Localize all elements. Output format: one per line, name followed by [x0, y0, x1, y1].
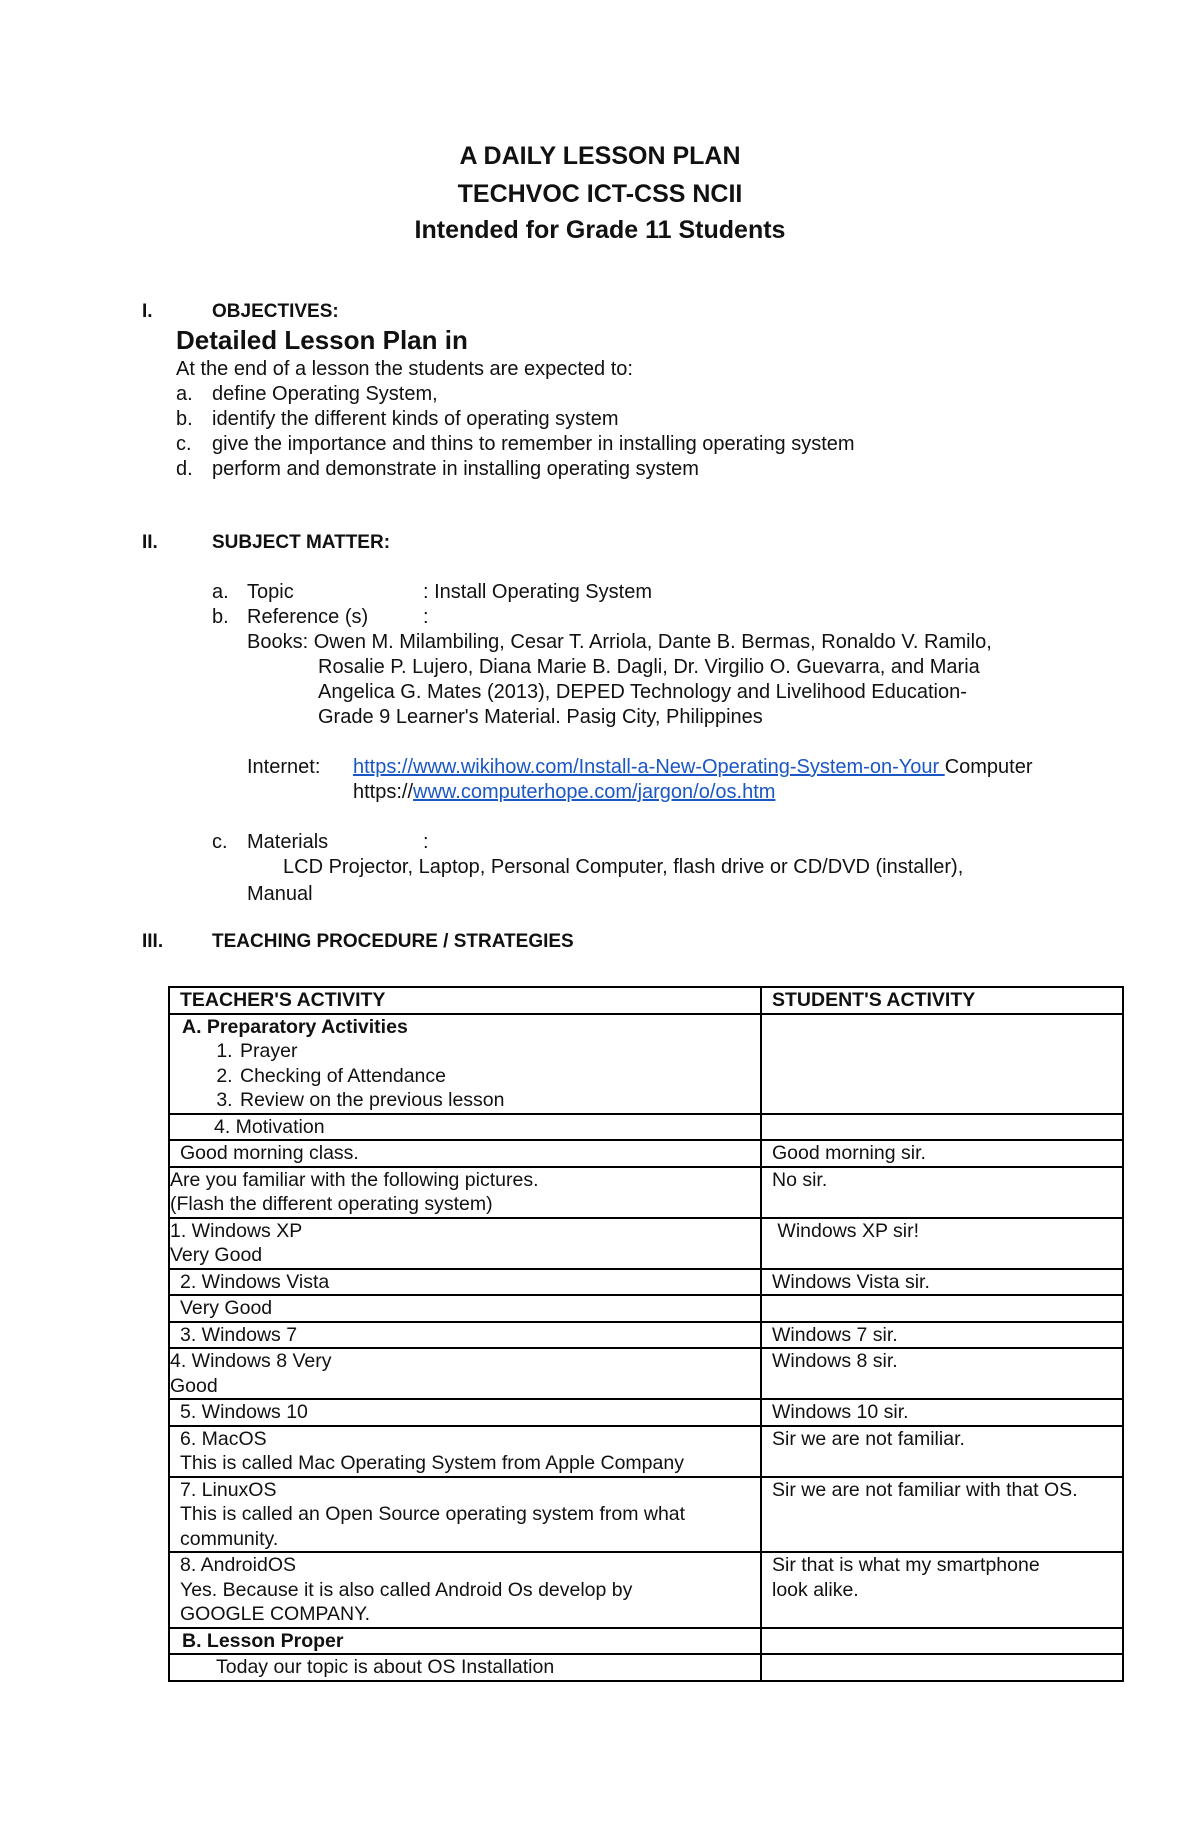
student-cell [761, 1628, 1123, 1655]
materials-marker: c. [212, 831, 228, 853]
teacher-cell: 5. Windows 10 [169, 1399, 761, 1426]
table-row [169, 1654, 1123, 1681]
books-line: Books: Owen M. Milambiling, Cesar T. Arriola, Dante B. Bermas, Ronaldo V. Ramilo, [247, 631, 992, 653]
student-cell [761, 1552, 1123, 1628]
materials-colon: : [423, 831, 429, 853]
cell-line: community. [180, 1527, 279, 1550]
table-row [169, 1477, 1123, 1553]
cell-line: Good [170, 1374, 218, 1397]
activity-table [168, 986, 1124, 1682]
cell-line: 6. MacOS [180, 1427, 267, 1450]
list-item: 1. Prayer [238, 1039, 760, 1064]
teacher-column-header: TEACHER'S ACTIVITY [169, 987, 761, 1014]
table-row [169, 1295, 1123, 1322]
objective-marker: c. [176, 433, 192, 455]
link-prefix: https:// [353, 781, 414, 803]
procedure-heading: TEACHING PROCEDURE / STRATEGIES [212, 931, 574, 952]
teacher-cell: Today our topic is about OS Installation [169, 1654, 761, 1681]
table-row [169, 1269, 1123, 1296]
link-tail: Computer [944, 756, 1033, 778]
cell-line: 8. AndroidOS [180, 1554, 296, 1576]
reference-colon: : [423, 606, 429, 628]
cell-line: Are you familiar with the following pictures. [170, 1168, 539, 1191]
table-row [169, 1114, 1123, 1141]
table-row [169, 1348, 1123, 1399]
books-line: Angelica G. Mates (2013), DEPED Technology and Livelihood Education- [318, 681, 967, 703]
cell-line: This is called Mac Operating System from Apple Company [180, 1452, 684, 1474]
teacher-cell [169, 1014, 761, 1114]
cell-line: 1. Windows XP [170, 1219, 303, 1242]
reference-marker: b. [212, 606, 229, 628]
table-row [169, 1399, 1123, 1426]
objective-marker: b. [176, 408, 193, 430]
teacher-cell: 3. Windows 7 [169, 1322, 761, 1349]
student-cell: Windows Vista sir. [761, 1269, 1123, 1296]
topic-marker: a. [212, 581, 229, 603]
books-line: Grade 9 Learner's Material. Pasig City, Philippines [318, 706, 763, 728]
topic-value: : Install Operating System [423, 581, 652, 603]
internet-label: Internet: [247, 756, 321, 778]
list-item: 3. Review on the previous lesson [238, 1088, 760, 1113]
prep-list [180, 1039, 760, 1113]
table-row [169, 1552, 1123, 1628]
cell-line: look alike. [772, 1578, 859, 1601]
teacher-cell [169, 1552, 761, 1628]
section-numeral: III. [142, 931, 164, 952]
teacher-cell: 4. Motivation [169, 1114, 761, 1141]
cell-line: Sir that is what my smartphone [772, 1554, 1040, 1576]
table-row [169, 1140, 1123, 1167]
cell-line: 7. LinuxOS [180, 1478, 277, 1501]
objectives-intro: At the end of a lesson the students are expected to: [176, 358, 633, 380]
section-numeral: I. [142, 301, 153, 322]
internet-line-1 [353, 756, 1033, 779]
materials-line: LCD Projector, Laptop, Personal Computer, flash drive or CD/DVD (installer), [283, 856, 964, 878]
table-row [169, 1167, 1123, 1218]
books-line: Rosalie P. Lujero, Diana Marie B. Dagli, Dr. Virgilio O. Guevarra, and Maria [318, 656, 980, 678]
objective-item: perform and demonstrate in installing operating system [212, 458, 699, 480]
section-b-label: B. Lesson Proper [169, 1628, 761, 1655]
student-cell [761, 1295, 1123, 1322]
objective-item: define Operating System, [212, 383, 438, 405]
student-cell [761, 1014, 1123, 1114]
internet-line-2 [353, 781, 775, 804]
doc-subtitle: TECHVOC ICT-CSS NCII [457, 180, 743, 208]
teacher-cell [169, 1426, 761, 1477]
objective-item: give the importance and thins to remember in installing operating system [212, 433, 855, 455]
computerhope-link[interactable]: www.computerhope.com/jargon/o/os.htm [413, 781, 776, 803]
materials-label: Materials [247, 831, 329, 853]
teacher-cell: 2. Windows Vista [169, 1269, 761, 1296]
teacher-cell [169, 1167, 761, 1218]
cell-line: Yes. Because it is also called Android Os develop by [180, 1578, 633, 1601]
table-row [169, 1014, 1123, 1114]
cell-line: GOOGLE COMPANY. [180, 1603, 370, 1625]
teacher-cell: Good morning class. [169, 1140, 761, 1167]
objective-item: identify the different kinds of operating system [212, 408, 619, 430]
student-cell: No sir. [761, 1167, 1123, 1218]
table-header-row [169, 987, 1123, 1014]
teacher-cell [169, 1348, 761, 1399]
objective-marker: d. [176, 458, 193, 480]
cell-line: (Flash the different operating system) [170, 1193, 493, 1215]
student-cell: Sir we are not familiar. [761, 1426, 1123, 1477]
list-item: 2. Checking of Attendance [238, 1064, 760, 1089]
objective-marker: a. [176, 383, 193, 405]
table-row [169, 1218, 1123, 1269]
teacher-cell [169, 1218, 761, 1269]
student-cell: Windows XP sir! [761, 1218, 1123, 1269]
reference-label: Reference (s) [247, 606, 369, 628]
section-numeral: II. [142, 532, 158, 553]
section-a-label: A. Preparatory Activities [182, 1015, 408, 1038]
cell-line: This is called an Open Source operating system from what [180, 1503, 686, 1525]
wikihow-link[interactable]: https://www.wikihow.com/Install-a-New-Operating-System-on-Your [353, 756, 945, 778]
doc-title: A DAILY LESSON PLAN [459, 142, 741, 170]
teacher-cell [169, 1477, 761, 1553]
student-cell: Windows 10 sir. [761, 1399, 1123, 1426]
doc-audience: Intended for Grade 11 Students [414, 216, 786, 244]
student-column-header: STUDENT'S ACTIVITY [761, 987, 1123, 1014]
student-cell [761, 1114, 1123, 1141]
teacher-cell: Very Good [169, 1295, 761, 1322]
objectives-heading: OBJECTIVES: [212, 301, 339, 322]
objectives-subtitle: Detailed Lesson Plan in [176, 325, 468, 355]
materials-line: Manual [247, 883, 313, 905]
student-cell: Windows 7 sir. [761, 1322, 1123, 1349]
cell-line: Very Good [170, 1244, 263, 1266]
table-row [169, 1322, 1123, 1349]
student-cell [761, 1654, 1123, 1681]
subject-matter-heading: SUBJECT MATTER: [212, 532, 391, 553]
student-cell: Sir we are not familiar with that OS. [761, 1477, 1123, 1553]
cell-line: 4. Windows 8 Very [170, 1350, 332, 1372]
table-row [169, 1426, 1123, 1477]
student-cell: Windows 8 sir. [761, 1348, 1123, 1399]
topic-label: Topic [247, 581, 294, 603]
table-row [169, 1628, 1123, 1655]
student-cell: Good morning sir. [761, 1140, 1123, 1167]
